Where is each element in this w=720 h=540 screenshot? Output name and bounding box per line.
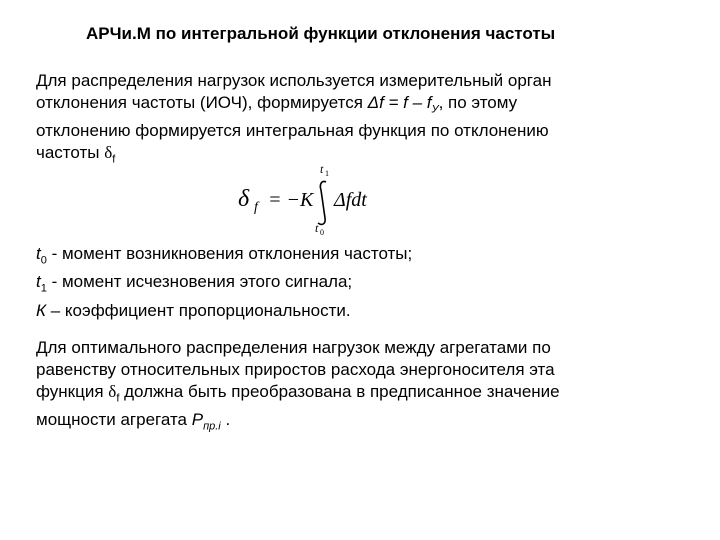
conclusion-line-3-text: функция	[36, 382, 109, 401]
definition-subscript: 0	[40, 254, 47, 267]
definition-t0	[36, 243, 696, 271]
intro-line-3: отклонению формируется интегральная функция по отклонению	[36, 121, 549, 141]
definition-symbol: К	[36, 300, 47, 320]
conclusion-line-4-suffix: .	[220, 410, 231, 430]
intro-line-2	[36, 92, 696, 120]
definition-symbol: t	[36, 244, 41, 263]
definition-t1	[36, 271, 696, 299]
formula-lhs: δ	[238, 186, 250, 212]
integral-formula	[230, 160, 410, 240]
paragraph-intro	[36, 70, 696, 171]
conclusion-line-3	[36, 381, 696, 409]
paragraph-conclusion	[36, 337, 696, 438]
integral-formula-svg	[230, 160, 410, 240]
lower-limit-subscript: 0	[320, 228, 324, 237]
conclusion-line-3-suffix: должна быть преобразована в предписанное значение	[119, 382, 560, 401]
power-subscript: пр.i	[203, 420, 221, 433]
conclusion-line-1: Для оптимального распределения нагрузок между агрегатами по	[36, 338, 551, 357]
definition-text: - момент исчезновения этого сигнала;	[46, 272, 353, 292]
delta-f-symbol-subscript: f	[116, 392, 120, 405]
definition-text: - момент возникновения отклонения частоты;	[46, 244, 413, 263]
conclusion-line-4	[36, 409, 696, 437]
slide-title: АРЧи.М по интегральной функции отклонения частоты	[86, 24, 556, 43]
integral-sign-icon	[318, 181, 326, 224]
definition-text: – коэффициент пропорциональности.	[46, 300, 351, 320]
intro-line-4-text: частоты	[36, 143, 105, 163]
delta-f-symbol: δ	[104, 143, 113, 163]
intro-line-2-text: отклонения частоты (ИОЧ), формируется	[36, 93, 368, 112]
upper-limit: t	[320, 162, 324, 176]
delta-f-expression: Δf = f – f	[367, 93, 432, 112]
delta-f-symbol: δ	[108, 382, 117, 401]
power-symbol: P	[191, 410, 204, 430]
delta-f-subscript: У	[431, 103, 439, 116]
definition-symbol: t	[36, 272, 41, 292]
formula-integrand: Δfdt	[334, 189, 367, 211]
intro-line-1: Для распределения нагрузок используется измерительный орган	[36, 71, 552, 90]
delta-f-symbol-subscript: f	[112, 153, 116, 166]
formula-lhs-subscript: f	[254, 200, 258, 215]
conclusion-line-2: равенству относительных приростов расхода энергоносителя эта	[36, 360, 555, 379]
formula-equals-k: = −K	[268, 189, 314, 211]
definition-k	[36, 300, 696, 322]
definition-subscript: 1	[40, 282, 47, 295]
intro-line-2-suffix: , по этому	[438, 93, 518, 112]
definitions-list	[36, 243, 696, 322]
conclusion-line-4-text: мощности агрегата	[36, 410, 192, 430]
lower-limit: t	[315, 221, 319, 235]
upper-limit-subscript: 1	[325, 169, 329, 178]
